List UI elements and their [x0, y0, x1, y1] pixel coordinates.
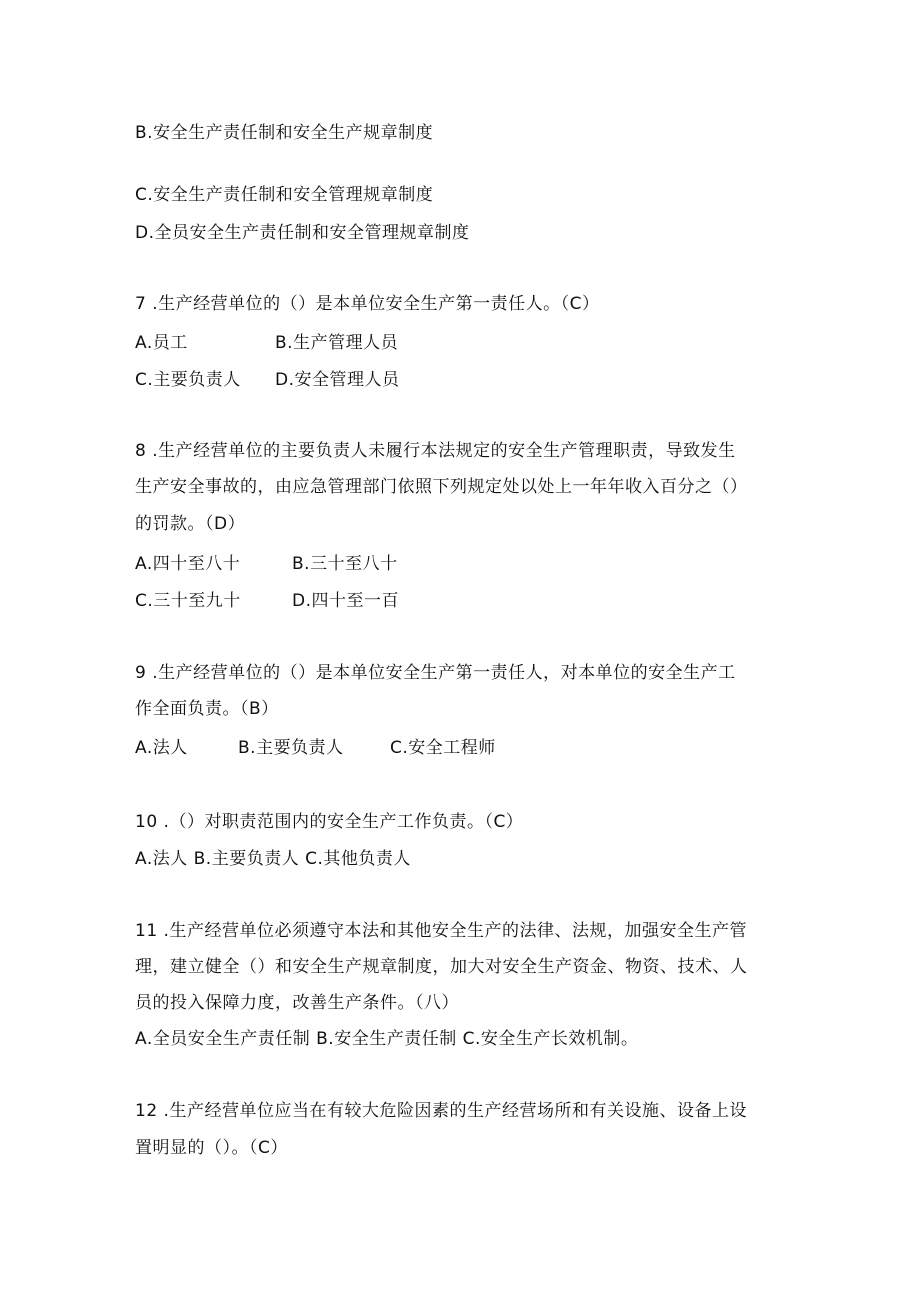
q9-option-c: C.安全工程师 — [390, 738, 496, 758]
q7-option-d: D.安全管理人员 — [275, 370, 400, 390]
q7-option-c: C.主要负责人 — [135, 370, 241, 390]
q9-stem-line-2: 作全面负责。（B） — [135, 699, 279, 719]
q10-options: A.法人 B.主要负责人 C.其他负责人 — [135, 849, 411, 869]
q8-option-c: C.三十至九十 — [135, 591, 241, 611]
q8-option-a: A.四十至八十 — [135, 554, 241, 574]
q8-option-b: B.三十至八十 — [292, 554, 398, 574]
q11-stem-line-1: 11 .生产经营单位必须遵守本法和其他安全生产的法律、法规，加强安全生产管 — [135, 921, 747, 941]
q6-option-c: C.安全生产责任制和安全管理规章制度 — [135, 185, 434, 205]
q9-stem-line-1: 9 .生产经营单位的（）是本单位安全生产第一责任人，对本单位的安全生产工 — [135, 663, 736, 683]
q12-stem-line-1: 12 .生产经营单位应当在有较大危险因素的生产经营场所和有关设施、设备上设 — [135, 1101, 747, 1121]
q11-stem-line-2: 理，建立健全（）和安全生产规章制度，加大对安全生产资金、物资、技术、人 — [135, 957, 748, 977]
q8-stem-line-1: 8 .生产经营单位的主要负责人未履行本法规定的安全生产管理职责，导致发生 — [135, 441, 736, 461]
q7-option-a: A.员工 — [135, 333, 188, 353]
q8-stem-line-3: 的罚款。（D） — [135, 514, 246, 534]
q11-options: A.全员安全生产责任制 B.安全生产责任制 C.安全生产长效机制。 — [135, 1029, 639, 1049]
q7-option-b: B.生产管理人员 — [275, 333, 399, 353]
q9-option-a: A.法人 — [135, 738, 188, 758]
q12-stem-line-2: 置明显的（）。（C） — [135, 1138, 288, 1158]
q7-stem: 7 .生产经营单位的（）是本单位安全生产第一责任人。（C） — [135, 294, 600, 314]
q8-option-d: D.四十至一百 — [292, 591, 399, 611]
q8-stem-line-2: 生产安全事故的，由应急管理部门依照下列规定处以处上一年年收入百分之（） — [135, 477, 748, 497]
q11-stem-line-3: 员的投入保障力度，改善生产条件。（八） — [135, 993, 459, 1013]
q10-stem: 10 .（）对职责范围内的安全生产工作负责。（C） — [135, 812, 524, 832]
q9-option-b: B.主要负责人 — [238, 738, 344, 758]
q6-option-b: B.安全生产责任制和安全生产规章制度 — [135, 123, 434, 143]
q6-option-d: D.全员安全生产责任制和安全管理规章制度 — [135, 223, 470, 243]
